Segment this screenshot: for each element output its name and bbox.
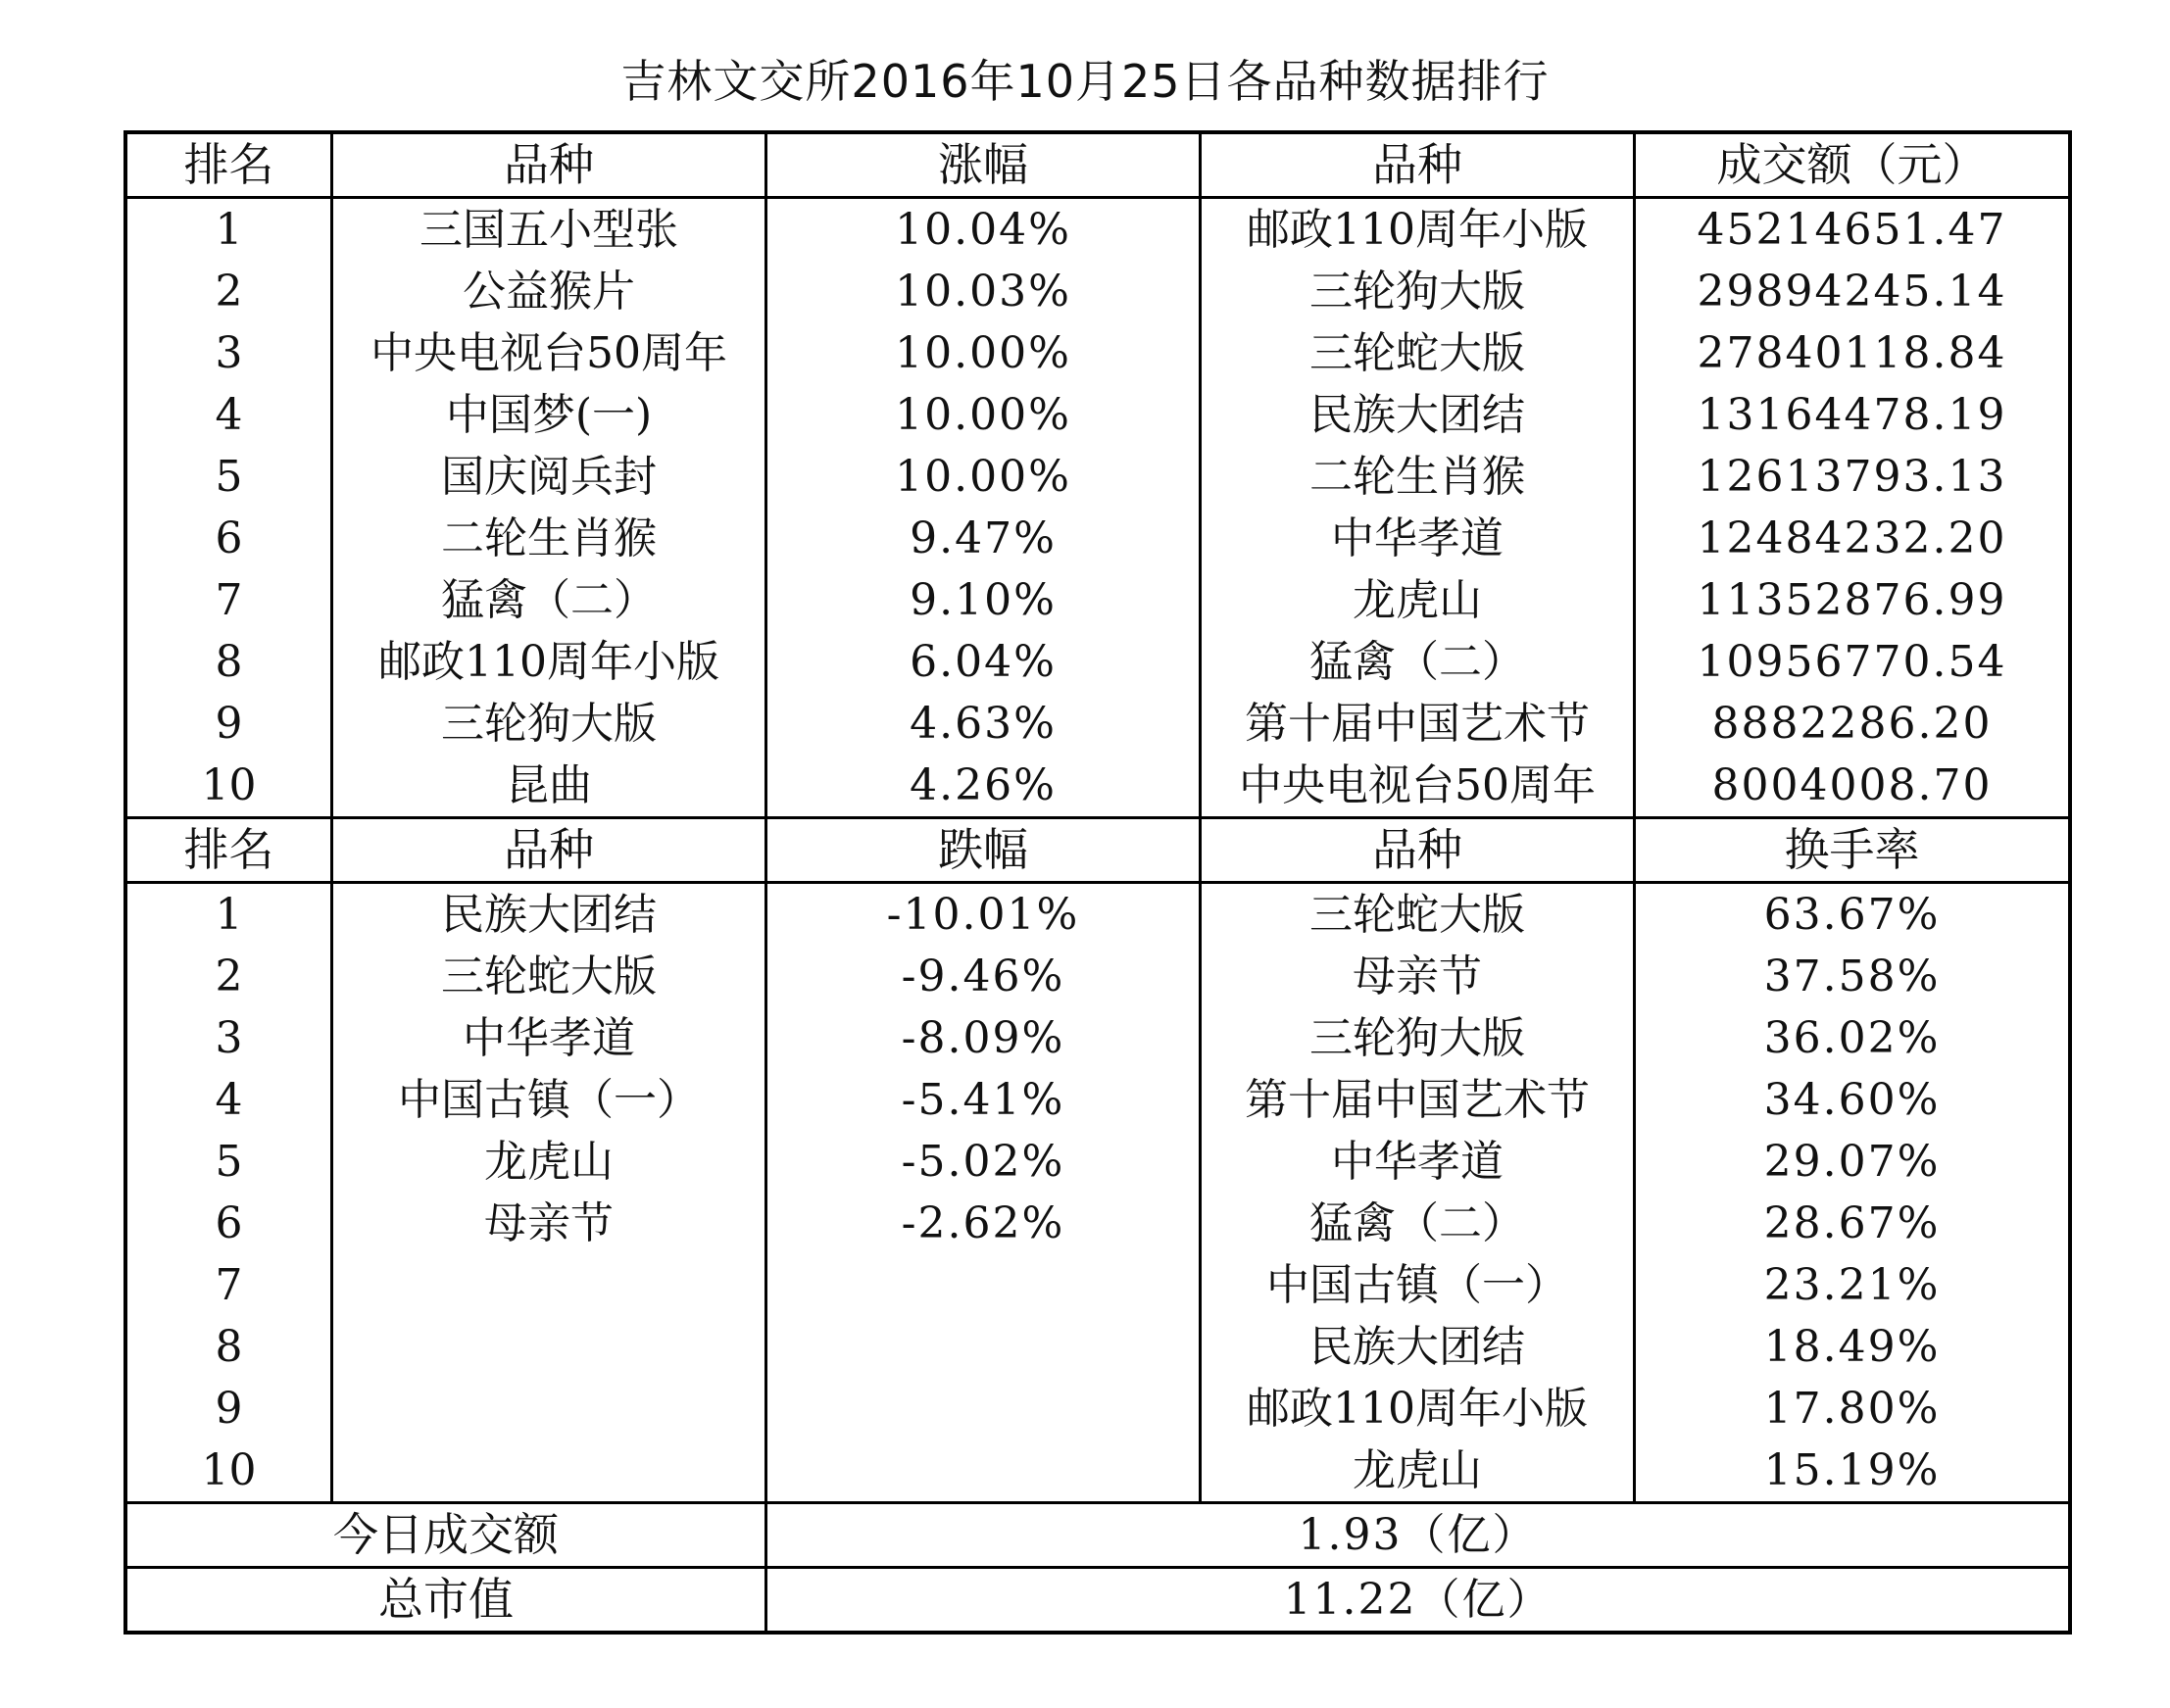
amount-item-cell: 邮政110周年小版 xyxy=(1201,198,1635,262)
ranking-table xyxy=(123,130,2072,1635)
turnover-value-cell: 29.07% xyxy=(1763,1137,1941,1187)
loss-value-cell: -5.41% xyxy=(766,1069,1201,1131)
gain-item-cell: 中央电视台50周年 xyxy=(332,322,766,384)
turnover-value-cell: 28.67% xyxy=(1763,1198,1941,1248)
daily-volume-label: 今日成交额 xyxy=(125,1503,766,1568)
gain-item-cell: 猛禽（二） xyxy=(332,569,766,631)
rank-cell: 5 xyxy=(125,1131,332,1193)
gain-value-cell: 9.47% xyxy=(766,508,1201,569)
rank-cell: 10 xyxy=(125,755,332,818)
bottom-section xyxy=(125,818,2070,1503)
turnover-item-cell: 民族大团结 xyxy=(1201,1316,1635,1378)
turnover-value-cell: 23.21% xyxy=(1763,1260,1941,1310)
gain-value-cell: 10.00% xyxy=(766,322,1201,384)
turnover-item-cell: 第十届中国艺术节 xyxy=(1201,1069,1635,1131)
rank-cell: 8 xyxy=(125,631,332,693)
gain-value-cell: 4.63% xyxy=(766,693,1201,755)
gain-item-cell: 三国五小型张 xyxy=(332,198,766,262)
rank-cell: 8 xyxy=(125,1316,332,1378)
gain-value-cell: 6.04% xyxy=(766,631,1201,693)
header-item: 品种 xyxy=(1201,132,1635,198)
bottom-table-row xyxy=(125,1254,2070,1316)
bottom-table-row xyxy=(125,1007,2070,1069)
rank-cell: 3 xyxy=(125,1007,332,1069)
bottom-table-row xyxy=(125,1131,2070,1193)
header-item: 品种 xyxy=(332,132,766,198)
gain-value-cell: 10.03% xyxy=(766,261,1201,322)
gain-item-cell: 中国梦(一) xyxy=(332,384,766,446)
rank-cell: 4 xyxy=(125,384,332,446)
loss-value-cell: -2.62% xyxy=(766,1193,1201,1254)
gain-value-cell: 10.04% xyxy=(766,198,1201,262)
amount-value-cell: 10956770.54 xyxy=(1697,637,2007,687)
turnover-item-cell: 中国古镇（一） xyxy=(1201,1254,1635,1316)
loss-item-cell: 母亲节 xyxy=(332,1193,766,1254)
bottom-table-row xyxy=(125,1193,2070,1254)
gain-item-cell: 国庆阅兵封 xyxy=(332,446,766,508)
amount-value-cell: 8004008.70 xyxy=(1711,760,1993,810)
market-cap-value: 11.22（亿） xyxy=(766,1568,2071,1634)
gain-value-cell: 10.00% xyxy=(766,384,1201,446)
loss-value-cell: -8.09% xyxy=(766,1007,1201,1069)
loss-item-cell: 中华孝道 xyxy=(332,1007,766,1069)
amount-value-cell: 11352876.99 xyxy=(1697,575,2007,625)
loss-item-cell: 中国古镇（一） xyxy=(332,1069,766,1131)
turnover-item-cell: 邮政110周年小版 xyxy=(1201,1378,1635,1440)
turnover-item-cell: 龙虎山 xyxy=(1201,1440,1635,1503)
loss-value-cell: -9.46% xyxy=(766,946,1201,1007)
loss-value-cell xyxy=(766,1440,1201,1503)
turnover-item-cell: 三轮狗大版 xyxy=(1201,1007,1635,1069)
top-table-row xyxy=(125,631,2070,693)
turnover-value-cell: 15.19% xyxy=(1763,1445,1941,1495)
rank-cell: 2 xyxy=(125,946,332,1007)
turnover-value-cell: 63.67% xyxy=(1763,890,1941,940)
amount-value-cell: 29894245.14 xyxy=(1697,267,2007,317)
market-cap-label: 总市值 xyxy=(125,1568,766,1634)
bottom-table-row xyxy=(125,1069,2070,1131)
turnover-item-cell: 猛禽（二） xyxy=(1201,1193,1635,1254)
amount-value-cell: 12484232.20 xyxy=(1697,513,2007,563)
top-header-row xyxy=(125,132,2070,198)
top-table-row xyxy=(125,261,2070,322)
bottom-header-row xyxy=(125,818,2070,883)
loss-value-cell: -5.02% xyxy=(766,1131,1201,1193)
bottom-table-row xyxy=(125,1440,2070,1503)
gain-item-cell: 二轮生肖猴 xyxy=(332,508,766,569)
turnover-value-cell: 18.49% xyxy=(1763,1322,1941,1372)
header-loss: 跌幅 xyxy=(766,818,1201,883)
page-title: 吉林文交所2016年10月25日各品种数据排行 xyxy=(620,55,1550,108)
top-table-row xyxy=(125,446,2070,508)
rank-cell: 7 xyxy=(125,569,332,631)
rank-cell: 9 xyxy=(125,693,332,755)
loss-item-cell: 龙虎山 xyxy=(332,1131,766,1193)
loss-value-cell: -10.01% xyxy=(766,883,1201,947)
rank-cell: 9 xyxy=(125,1378,332,1440)
header-item: 品种 xyxy=(1201,818,1635,883)
rank-cell: 5 xyxy=(125,446,332,508)
gain-value-cell: 4.26% xyxy=(766,755,1201,818)
gain-value-cell: 10.00% xyxy=(766,446,1201,508)
header-item: 品种 xyxy=(332,818,766,883)
top-table-row xyxy=(125,322,2070,384)
top-table-row xyxy=(125,569,2070,631)
amount-item-cell: 第十届中国艺术节 xyxy=(1201,693,1635,755)
rank-cell: 7 xyxy=(125,1254,332,1316)
gain-value-cell: 9.10% xyxy=(766,569,1201,631)
loss-value-cell xyxy=(766,1378,1201,1440)
turnover-value-cell: 37.58% xyxy=(1763,952,1941,1001)
amount-item-cell: 民族大团结 xyxy=(1201,384,1635,446)
header-rank: 排名 xyxy=(125,132,332,198)
amount-value-cell: 45214651.47 xyxy=(1697,205,2007,255)
bottom-table-row xyxy=(125,1378,2070,1440)
bottom-table-row xyxy=(125,946,2070,1007)
top-table-row xyxy=(125,508,2070,569)
turnover-value-cell: 17.80% xyxy=(1763,1384,1941,1434)
daily-volume-row xyxy=(125,1503,2070,1568)
header-amount: 成交额（元） xyxy=(1635,132,2071,198)
market-cap-row xyxy=(125,1568,2070,1634)
amount-value-cell: 12613793.13 xyxy=(1697,452,2007,502)
amount-value-cell: 27840118.84 xyxy=(1697,328,2007,378)
turnover-value-cell: 36.02% xyxy=(1763,1013,1941,1063)
top-table-row xyxy=(125,198,2070,262)
top-table-row xyxy=(125,384,2070,446)
bottom-table-row xyxy=(125,883,2070,947)
rank-cell: 10 xyxy=(125,1440,332,1503)
rank-cell: 4 xyxy=(125,1069,332,1131)
top-section xyxy=(125,132,2070,818)
loss-value-cell xyxy=(766,1254,1201,1316)
loss-item-cell: 三轮蛇大版 xyxy=(332,946,766,1007)
gain-item-cell: 昆曲 xyxy=(332,755,766,818)
amount-item-cell: 中央电视台50周年 xyxy=(1201,755,1635,818)
rank-cell: 1 xyxy=(125,883,332,947)
header-turnover: 换手率 xyxy=(1635,818,2071,883)
daily-volume-value: 1.93（亿） xyxy=(766,1503,2071,1568)
header-rank: 排名 xyxy=(125,818,332,883)
amount-item-cell: 三轮蛇大版 xyxy=(1201,322,1635,384)
turnover-item-cell: 中华孝道 xyxy=(1201,1131,1635,1193)
loss-item-cell xyxy=(332,1316,766,1378)
amount-value-cell: 13164478.19 xyxy=(1697,390,2007,440)
loss-item-cell xyxy=(332,1440,766,1503)
turnover-value-cell: 34.60% xyxy=(1763,1075,1941,1125)
turnover-item-cell: 三轮蛇大版 xyxy=(1201,883,1635,947)
loss-item-cell xyxy=(332,1378,766,1440)
rank-cell: 3 xyxy=(125,322,332,384)
top-table-row xyxy=(125,693,2070,755)
gain-item-cell: 公益猴片 xyxy=(332,261,766,322)
amount-item-cell: 龙虎山 xyxy=(1201,569,1635,631)
rank-cell: 6 xyxy=(125,508,332,569)
loss-item-cell xyxy=(332,1254,766,1316)
amount-item-cell: 猛禽（二） xyxy=(1201,631,1635,693)
summary-section xyxy=(125,1503,2070,1634)
gain-item-cell: 邮政110周年小版 xyxy=(332,631,766,693)
amount-item-cell: 三轮狗大版 xyxy=(1201,261,1635,322)
amount-value-cell: 8882286.20 xyxy=(1711,699,1993,749)
rank-cell: 2 xyxy=(125,261,332,322)
amount-item-cell: 中华孝道 xyxy=(1201,508,1635,569)
loss-item-cell: 民族大团结 xyxy=(332,883,766,947)
bottom-table-row xyxy=(125,1316,2070,1378)
loss-value-cell xyxy=(766,1316,1201,1378)
amount-item-cell: 二轮生肖猴 xyxy=(1201,446,1635,508)
rank-cell: 1 xyxy=(125,198,332,262)
gain-item-cell: 三轮狗大版 xyxy=(332,693,766,755)
rank-cell: 6 xyxy=(125,1193,332,1254)
header-gain: 涨幅 xyxy=(766,132,1201,198)
turnover-item-cell: 母亲节 xyxy=(1201,946,1635,1007)
top-table-row xyxy=(125,755,2070,818)
